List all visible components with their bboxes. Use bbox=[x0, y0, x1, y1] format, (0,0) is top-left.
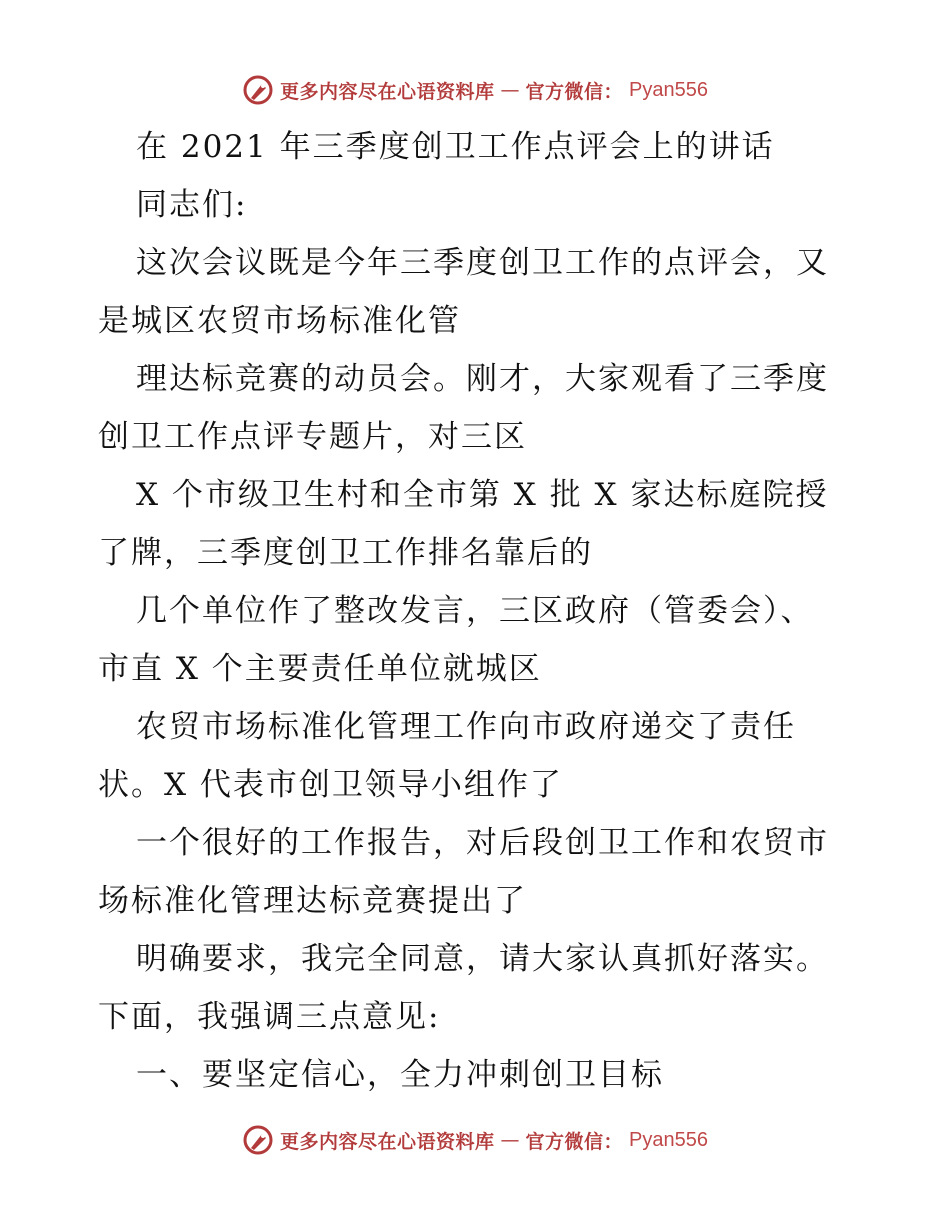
body-line: 几个单位作了整改发言，三区政府（管委会）、 bbox=[136, 593, 814, 629]
body-line: 明确要求，我完全同意，请大家认真抓好落实。 bbox=[136, 941, 829, 977]
watermark-text: 更多内容尽在心语资料库 bbox=[280, 80, 495, 103]
body-line: 创卫工作点评专题片，对三区 bbox=[98, 419, 527, 455]
salutation: 同志们: bbox=[136, 187, 248, 223]
watermark-label: 官方微信： bbox=[525, 1130, 624, 1153]
pen-nib-logo-icon bbox=[242, 1124, 274, 1156]
watermark-id: Pyan556 bbox=[629, 78, 708, 101]
watermark-label: 官方微信： bbox=[525, 80, 624, 103]
watermark-banner-top bbox=[0, 70, 950, 110]
body-line: 这次会议既是今年三季度创卫工作的点评会，又 bbox=[136, 245, 829, 281]
watermark-id: Pyan556 bbox=[629, 1128, 708, 1151]
pen-nib-logo-icon bbox=[242, 74, 274, 106]
section-heading: 一、要坚定信心，全力冲刺创卫目标 bbox=[136, 1057, 664, 1093]
watermark-separator: — bbox=[500, 1129, 520, 1151]
body-line: 农贸市场标准化管理工作向市政府递交了责任 bbox=[136, 709, 796, 745]
watermark-banner-bottom bbox=[0, 1120, 950, 1160]
document-title: 在 2021 年三季度创卫工作点评会上的讲话 bbox=[136, 129, 775, 165]
watermark-text: 更多内容尽在心语资料库 bbox=[280, 1130, 495, 1153]
watermark-separator: — bbox=[500, 79, 520, 101]
body-line: 下面，我强调三点意见: bbox=[98, 999, 441, 1035]
document-body bbox=[98, 118, 858, 1104]
body-line: 是城区农贸市场标准化管 bbox=[98, 303, 461, 339]
body-line: 一个很好的工作报告，对后段创卫工作和农贸市 bbox=[136, 825, 829, 861]
body-line: 理达标竞赛的动员会。刚才，大家观看了三季度 bbox=[136, 361, 829, 397]
body-line: 了牌，三季度创卫工作排名靠后的 bbox=[98, 535, 593, 571]
body-line: 场标准化管理达标竞赛提出了 bbox=[98, 883, 527, 919]
body-line: X 个市级卫生村和全市第 X 批 X 家达标庭院授 bbox=[136, 477, 829, 513]
body-line: 市直 X 个主要责任单位就城区 bbox=[98, 651, 542, 687]
body-line: 状。X 代表市创卫领导小组作了 bbox=[98, 767, 563, 803]
